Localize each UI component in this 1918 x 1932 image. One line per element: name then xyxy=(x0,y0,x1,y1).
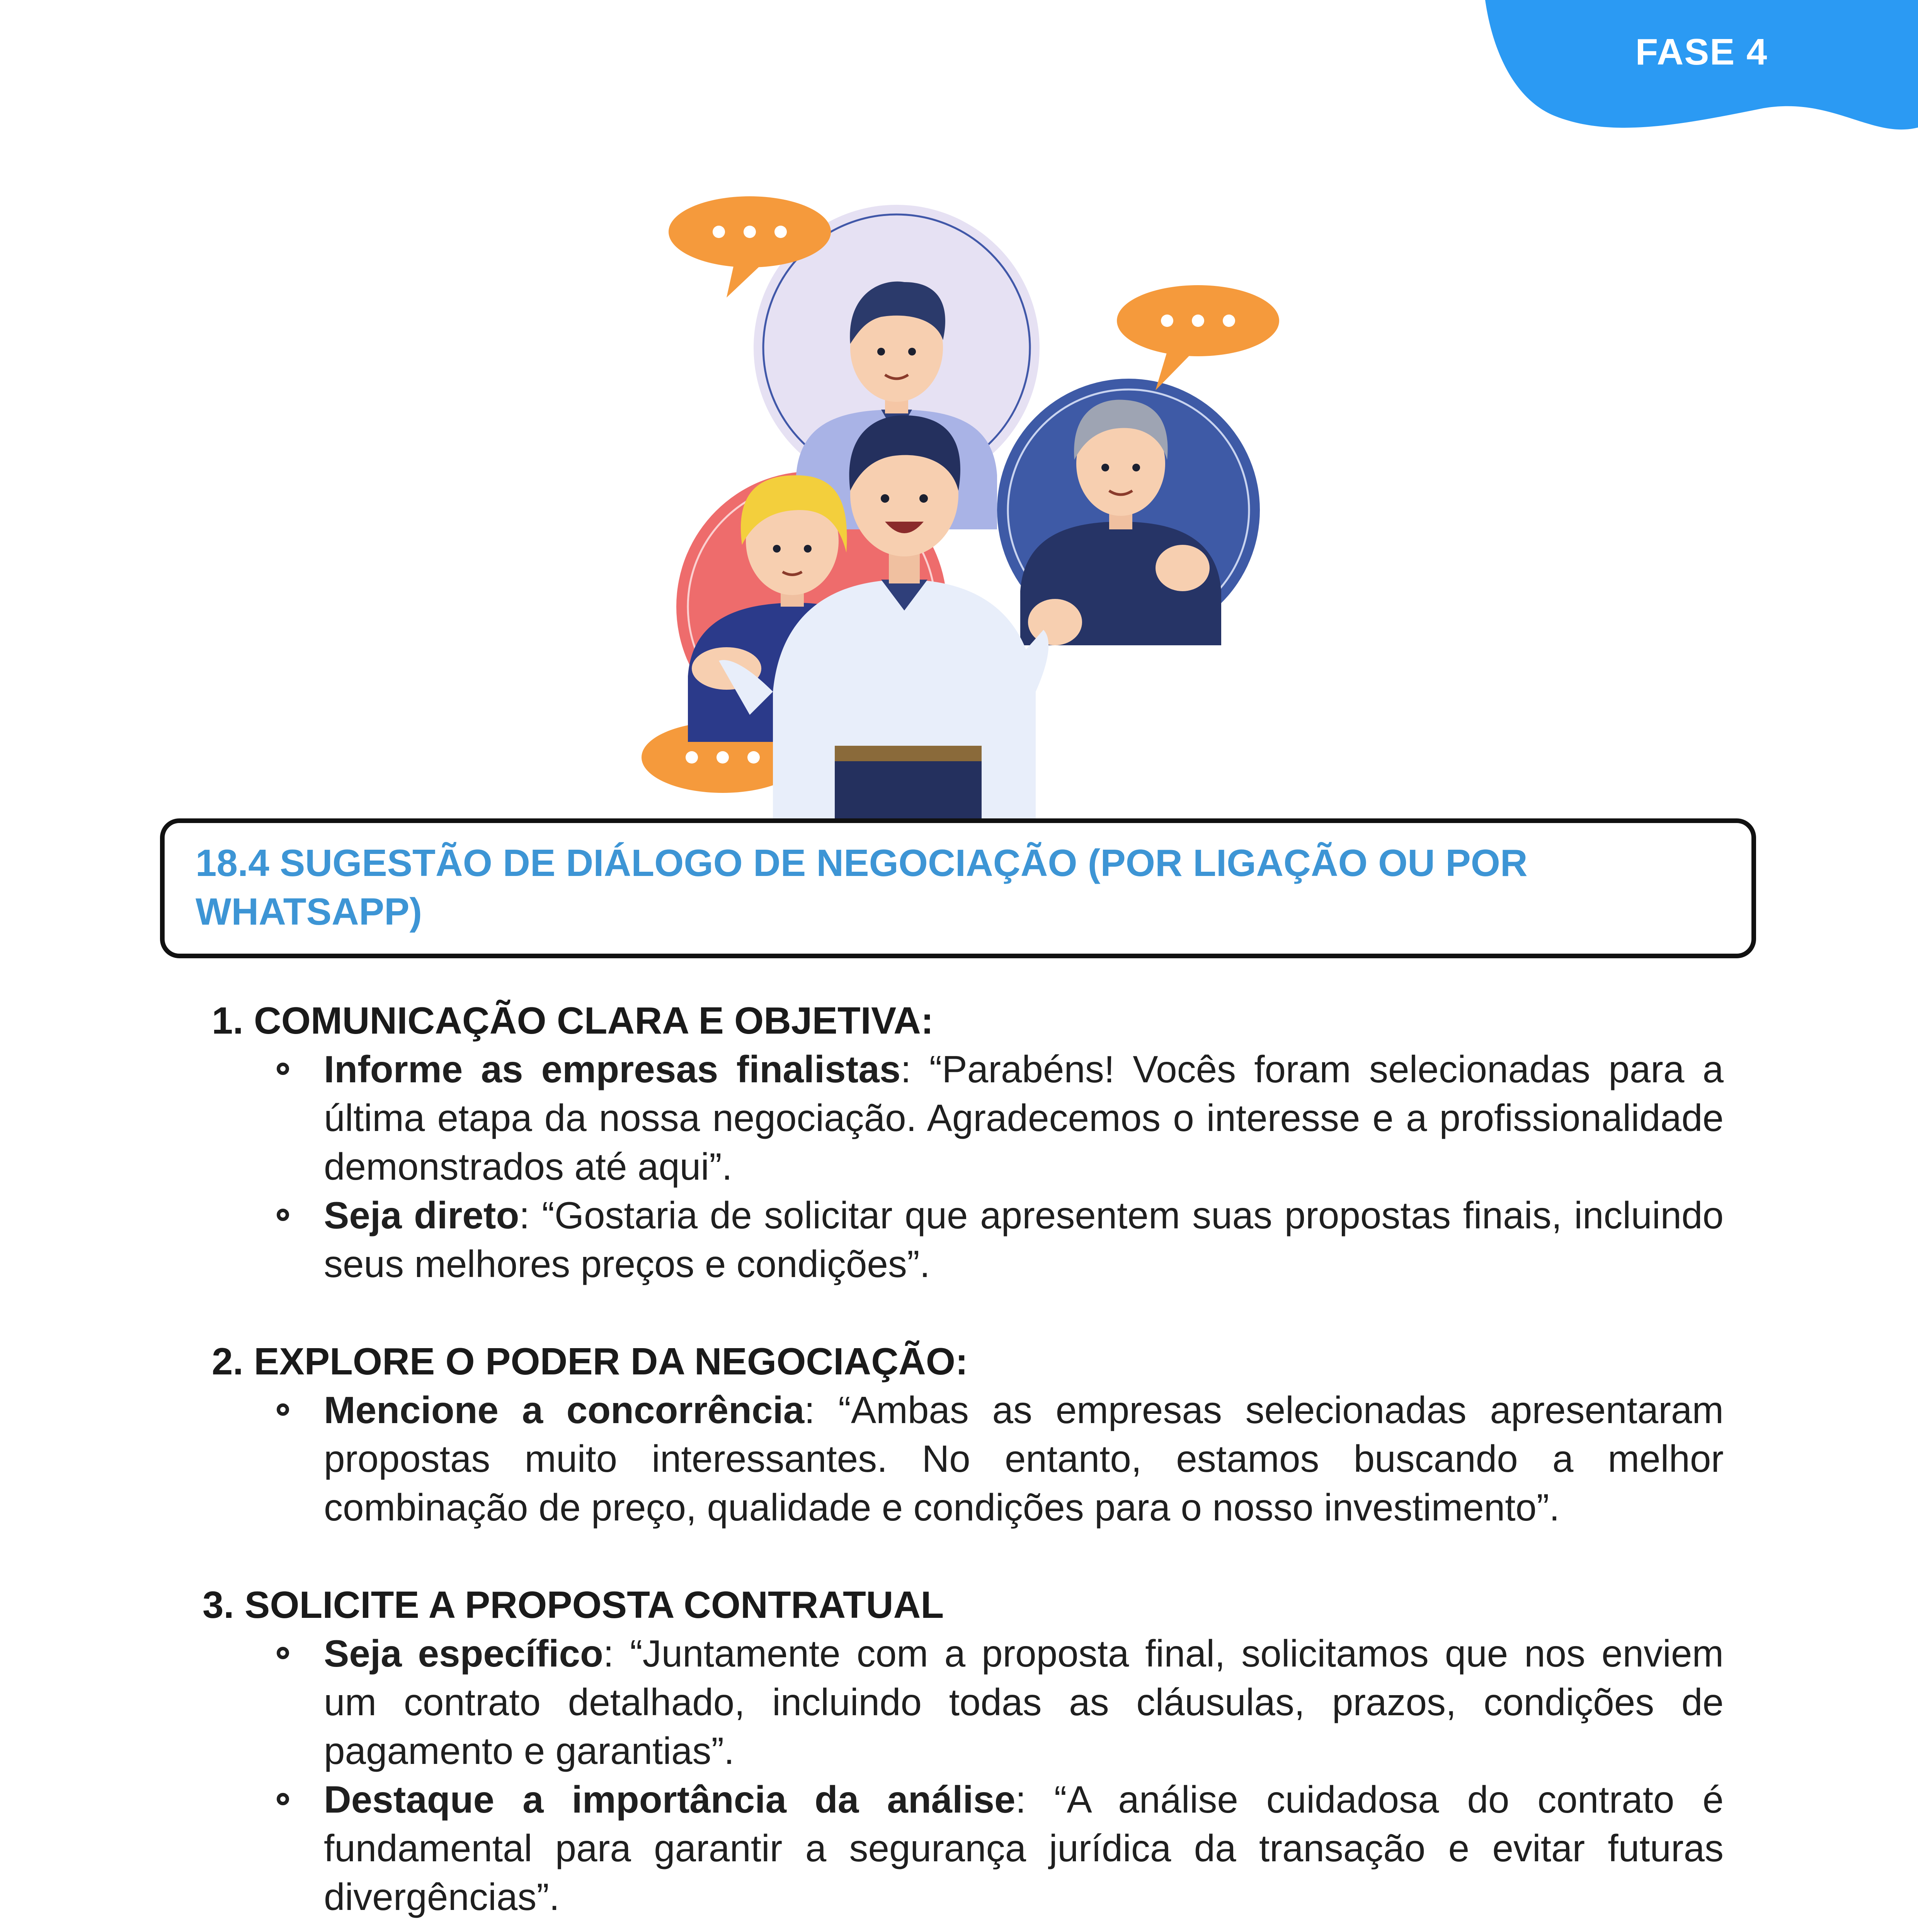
bullet-circle-icon xyxy=(277,1647,289,1659)
bullet-text: : “Ambas as empresas selecionadas apresentaram propostas muito interessantes. No entanto, estamos buscando a melhor combinação de preço, qualidade e condições para o nosso investimento”. xyxy=(324,1389,1724,1529)
bullet-text: : “Parabéns! Vocês foram selecionadas para a última etapa da nossa negociação. Agradecemos o interesse e a profissionalidade demonstrados até aqui”. xyxy=(324,1048,1724,1188)
bullet-item xyxy=(193,1045,1724,1191)
section-18-4-content xyxy=(193,996,1724,1921)
bullet-item xyxy=(193,1191,1724,1288)
phase-tab xyxy=(1485,0,1918,143)
item-heading-2: 2. EXPLORE O PODER DA NEGOCIAÇÃO: xyxy=(212,1340,968,1383)
bullet-circle-icon xyxy=(277,1063,289,1075)
item-heading-3: 3. SOLICITE A PROPOSTA CONTRATUAL xyxy=(203,1583,944,1626)
bullet-bold-label: Seja direto xyxy=(324,1194,519,1236)
bullet-text: : “Juntamente com a proposta final, solicitamos que nos enviem um contrato detalhado, incluindo todas as cláusulas, prazos, condições de pagamento e garantias”. xyxy=(324,1632,1724,1772)
bullet-circle-icon xyxy=(277,1403,289,1416)
speech-bubble-icon xyxy=(1117,285,1279,390)
bullet-bold-label: Informe as empresas finalistas xyxy=(324,1048,901,1090)
bullet-text: : “A análise cuidadosa do contrato é fundamental para garantir a segurança jurídica da transação e evitar futuras divergências”. xyxy=(324,1778,1724,1918)
bullet-item xyxy=(193,1386,1724,1532)
bullet-item xyxy=(193,1775,1724,1921)
phase-label: FASE 4 xyxy=(1635,31,1768,73)
section-18-4-header xyxy=(160,818,1756,958)
bullet-item xyxy=(193,1629,1724,1775)
bullet-bold-label: Seja específico xyxy=(324,1632,603,1675)
bullet-bold-label: Destaque a importância da análise xyxy=(324,1778,1016,1821)
bullet-text: : “Gostaria de solicitar que apresentem suas propostas finais, incluindo seus melhores preços e condições”. xyxy=(324,1194,1724,1285)
bullet-circle-icon xyxy=(277,1209,289,1221)
team-conversation-illustration xyxy=(634,182,1299,819)
bullet-circle-icon xyxy=(277,1793,289,1805)
bullet-bold-label: Mencione a concorrência xyxy=(324,1389,805,1431)
item-heading-1: 1. COMUNICAÇÃO CLARA E OBJETIVA: xyxy=(212,999,934,1042)
section-18-4-title: 18.4 SUGESTÃO DE DIÁLOGO DE NEGOCIAÇÃO (POR LIGAÇÃO OU POR WHATSAPP) xyxy=(196,842,1528,933)
